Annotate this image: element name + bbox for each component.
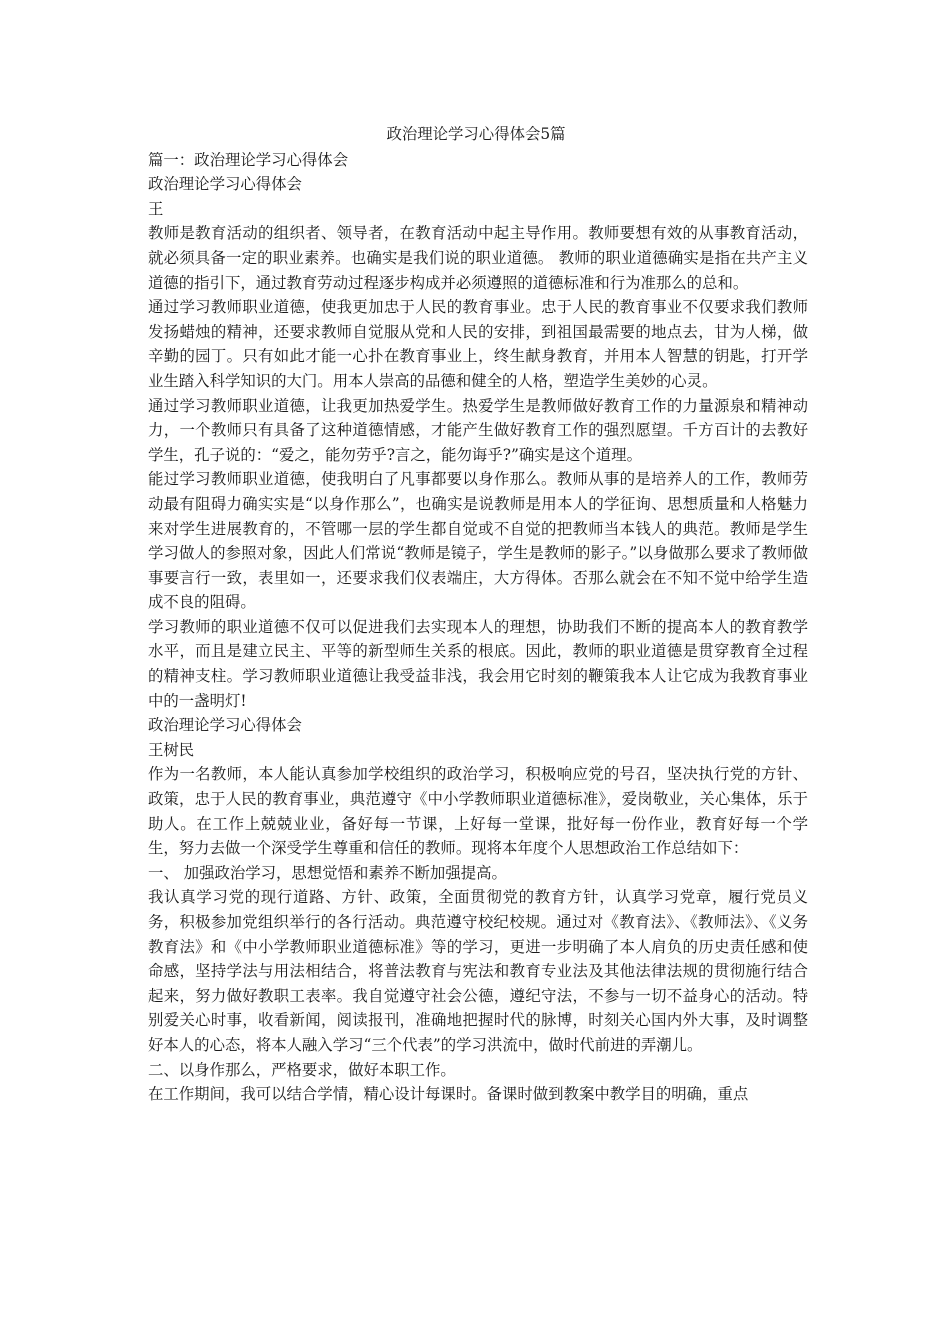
document-blocks (144, 148, 808, 1107)
author-name: 王 (148, 199, 164, 218)
section-heading: 篇一：政治理论学习心得体会 (148, 150, 349, 169)
paragraph: 学习教师的职业道德不仅可以促进我们去实现本人的理想，协助我们不断的提高本人的教育教学水平，而且是建立民主、平等的新型师生关系的根底。因此，教师的职业道德是贯穿教育全过程的精神支柱。学习教师职业道德让我受益非浅，我会用它时刻的鞭策我本人让它成为我教育事业中的一盏明灯! (148, 617, 808, 710)
author-name: 王树民 (148, 740, 195, 759)
paragraph: 能过学习教师职业道德，使我明白了凡事都要以身作那么。教师从事的是培养人的工作，教师劳动最有阻碍力确实实是“以身作那么”，也确实是说教师是用本人的学征询、思想质量和人格魅力来对学生进展教育的，不管哪一层的学生都自觉或不自觉的把教师当本钱人的典范。教师是学生学习做人的参照对象，因此人们常说“教师是镜子，学生是教师的影子。”以身做那么要求了教师做事要言行一致，表里如一，还要求我们仪表端庄，大方得体。否那么就会在不知不觉中给学生造成不良的阻碍。 (148, 470, 808, 612)
paragraph: 在工作期间，我可以结合学情，精心设计每课时。备课时做到教案中教学目的明确，重点 (148, 1085, 749, 1104)
section-heading: 一、 加强政治学习，思想觉悟和素养不断加强提高。 (148, 863, 507, 882)
paragraph: 我认真学习党的现行道路、方针、政策，全面贯彻党的教育方针，认真学习党章，履行党员义务，积极参加党组织举行的各行活动。典范遵守校纪校规。通过对《教育法》、《教师法》、《义务教育法》和《中小学教师职业道德标准》等的学习，更进一步明确了本人肩负的历史责任感和使命感，坚持学法与用法相结合，将普法教育与宪法和教育专业法及其他法律法规的贯彻施行结合起来，努力做好教职工表率。我自觉遵守社会公德，遵纪守法，不参与一切不益身心的活动。特别爱关心时事，收看新闻，阅读报刊，准确地把握时代的脉博，时刻关心国内外大事，及时调整好本人的心态，将本人融入学习“三个代表”的学习洪流中，做时代前进的弄潮儿。 (148, 888, 808, 1054)
paragraph: 通过学习教师职业道德，使我更加忠于人民的教育事业。忠于人民的教育事业不仅要求我们教师发扬蜡烛的精神，还要求教师自觉服从党和人民的安排，到祖国最需要的地点去，甘为人梯，做辛勤的园丁。只有如此才能一心扑在教育事业上，终生献身教育，并用本人智慧的钥匙，打开学业生踏入科学知识的大门。用本人崇高的品德和健全的人格，塑造学生美妙的心灵。 (148, 298, 808, 390)
paragraph: 通过学习教师职业道德，让我更加热爱学生。热爱学生是教师做好教育工作的力量源泉和精神动力，一个教师只有具备了这种道德情感，才能产生做好教育工作的强烈愿望。千方百计的去教好学生，孔子说的：“爱之，能勿劳乎?言之，能勿诲乎?”确实是这个道理。 (148, 396, 808, 464)
document-title: 政治理论学习心得体会5篇 (386, 125, 566, 143)
section-heading: 政治理论学习心得体会 (148, 716, 302, 735)
paragraph: 教师是教育活动的组织者、领导者，在教育活动中起主导作用。教师要想有效的从事教育活动，就必须具备一定的职业素养。也确实是我们说的职业道德。 教师的职业道德确实是指在共产主义道德的指引下，通过教育劳动过程逐步构成并必须遵照的道德标准和行为准那么的总和。 (148, 224, 808, 292)
paragraph: 作为一名教师，本人能认真参加学校组织的政治学习，积极响应党的号召，坚决执行党的方针、政策，忠于人民的教育事业，典范遵守《中小学教师职业道德标准》，爱岗敬业，关心集体，乐于助人。在工作上兢兢业业，备好每一节课，上好每一堂课，批好每一份作业，教育好每一个学生，努力去做一个深受学生尊重和信任的教师。现将本年度个人思想政治工作总结如下： (148, 765, 808, 858)
section-heading: 二、以身作那么，严格要求，做好本职工作。 (148, 1060, 456, 1079)
document-body (144, 122, 808, 1107)
section-heading: 政治理论学习心得体会 (148, 175, 302, 194)
